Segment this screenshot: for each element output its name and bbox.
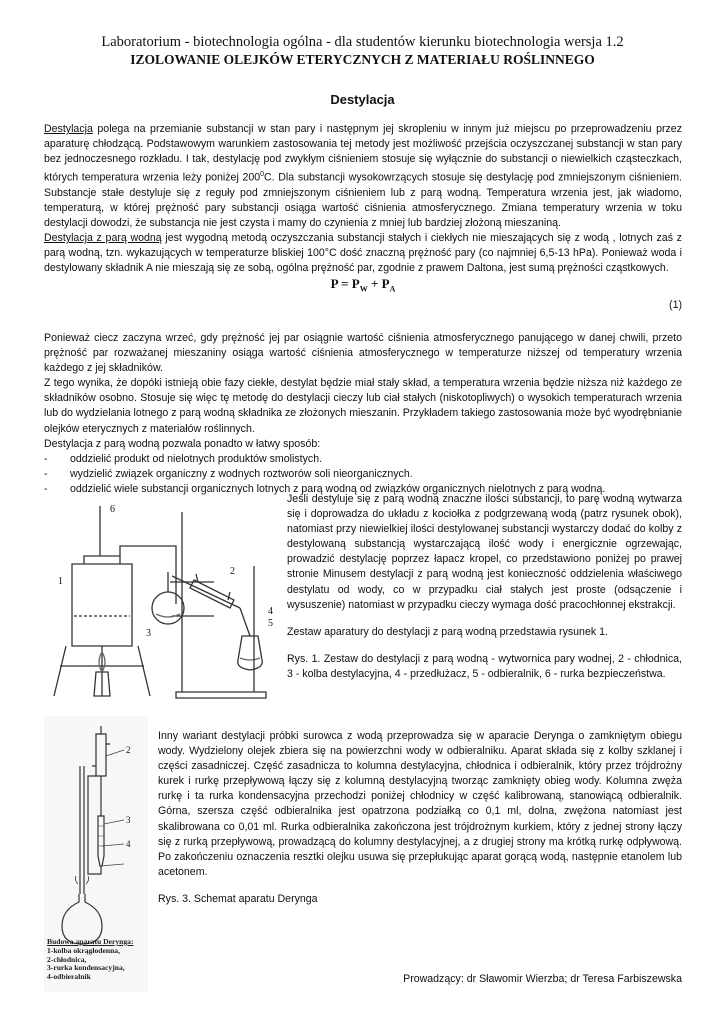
paragraph-5: Destylacja z parą wodną pozwala ponadto w łatwy sposób: bbox=[44, 437, 321, 450]
list-item: - wydzielić związek organiczny z wodnych roztworów soli nieorganicznych. bbox=[44, 467, 682, 482]
dalton-formula: $P = P_W + P_A$ bbox=[330, 276, 396, 295]
paragraph-4: Z tego wynika, że dopóki istnieją obie fazy ciekłe, destylat będzie miał stały skład, a temperatura wrzenia będzie niższa niż każdego ze składników osobno. Stosuje się więc tę metodę do destylacji cieczy lub ciał stałych (niskotopliwych) o wysokich temperaturach wrzenia lub do wydzielania lotnego z parą wodną składnika ze złożonych mieszanin. Przykładem takiego zastosowania może być wyodrębnianie olejków eterycznych z materiałów roślinnych. bbox=[44, 377, 682, 435]
steam-generator-body bbox=[72, 564, 132, 646]
term-destylacja: Destylacja bbox=[44, 123, 93, 135]
right-paragraph-1: Jeśli destyluje się z parą wodną znaczne ilości substancji, to parę wodną wytwarza się i doprowadza do układu z kociołka z podgrzewaną wodą (patrz rysunek obok), natomiast przy niewielkiej ilości destylowanej substancji wystarczy dodać do kolby z destylowaną substancją wystarczającą ilość wody i energicznie ogrzewając, prowadzić destylację poprzez łapacz kropel, co przedstawiono poniżej po prawej stronie Minusem destylacji z parą wodną jest konieczność oddzielenia właściwego destylatu od wody, co w przypadku ciał stałych jest proste (odsączenie i wysuszenie) natomiast w przypadku cieczy wymaga dość pracochłonnej ekstrakcji. bbox=[287, 493, 682, 611]
list-item: - oddzielić produkt od nielotnych produktów smolistych. bbox=[44, 452, 682, 467]
legend-item: 1-kolba okrągłodenna, bbox=[47, 945, 121, 955]
deryng-figure bbox=[44, 716, 148, 992]
fig1-label-4: 4 bbox=[268, 606, 273, 617]
intro-block bbox=[44, 122, 682, 312]
deryng-legend bbox=[47, 938, 147, 982]
distillation-column bbox=[80, 766, 84, 894]
deryng-apparatus-drawing bbox=[44, 716, 148, 956]
header-line-1: Laboratorium - biotechnologia ogólna - dla studentów kierunku biotechnologia wersja 1.2 bbox=[101, 34, 624, 50]
document-header bbox=[0, 34, 725, 68]
adapter bbox=[240, 608, 250, 636]
equation-number: (1) bbox=[669, 299, 682, 312]
right-column-text bbox=[287, 492, 682, 682]
uses-list bbox=[44, 452, 682, 497]
para1-text: polega na przemianie substancji w stan pary i następnym jej skropleniu w innym już miejscu po przeprowadzeniu przez aparaturę chłodzącą. Podstawowym warunkiem zastosowania tej metody jest możliwość przejścia oczyszczanej substancji w stan pary bez jednoczesnego rozkładu. I tak, destylację pod zwykłym ciśnieniem stosuje się wyłącznie do substancji o niewielkich cząsteczkach, których temperatura wrzenia leży poniżej 200 bbox=[44, 123, 682, 184]
section-title: Destylacja bbox=[330, 92, 395, 107]
deryng-paragraph: Inny wariant destylacji próbki surowca z wodą przeprowadza się w aparacie Derynga o zamkniętym obiegu wody. Wydzielony olejek zbiera się na powierzchni wody w odbieralniku. Aparat składa się z kolby szklanej i części zasadniczej. Część zasadnicza to kolumna destylacyjna, chłodnica i odbieralnik, który przez trójdrożny kurek i rurkę przepływową łączy się z kolumną destylacyjną tworząc zamknięty obieg wody. Kolumna zwęża rurkę i ta rurka kondensacyjna przechodzi poniżej chłodnicy w część kalibrowaną, stanowiącą odbieralnik. Górna, szersza część odbieralnika jest opatrzona podziałką co 0,1 ml, dolna, zwężona natomiast jest skalibrowana co 0,01 ml. Rurka odbieralnika zakończona jest trójdrożnym kurkiem, który z jednej strony łączy się z rurką przepływową, prowadzącą do kolumny destylacyjnej, a z drugiej strony ma krótką rurkę odpływową. Po zakończeniu oznaczenia resztki olejku usuwa się przepłukując aparat gorącą wodą, następnie etanolem lub acetonem. bbox=[158, 730, 682, 878]
legend-item: 4-odbieralnik bbox=[47, 972, 91, 982]
distillation-flask bbox=[152, 592, 184, 624]
fig1-label-3: 3 bbox=[146, 628, 151, 639]
degree-mark: 0 bbox=[260, 171, 265, 179]
list-item: - oddzielić wiele substancji organicznych lotnych z parą wodną od związków organicznych nielotnych z parą wodną. bbox=[44, 482, 682, 497]
legend-item: 2-chłodnica, bbox=[47, 954, 87, 964]
deryng-receiver bbox=[98, 816, 104, 866]
para2-text: jest wygodną metodą oczyszczania substancji stałych i ciekłych nie mieszających się z wodą , lotnych zaś z parą wodną, tzn. wykazujących w temperaturze bliskiej 100°C dość znaczną prężność pary (co najmniej 6,5-13 hPa). Ponieważ woda i destylowany składnik A nie mieszają się ze sobą, ogólna prężność par, zgodnie z prawem Daltona, jest sumą prężności cząstkowych. bbox=[44, 232, 682, 275]
header-line-2: IZOLOWANIE OLEJKÓW ETERYCZNYCH Z MATERIAŁU ROŚLINNEGO bbox=[130, 52, 595, 67]
fig1-label-2: 2 bbox=[230, 566, 235, 577]
fig1-label-6: 6 bbox=[110, 504, 115, 515]
para1-text-after: C. Dla substancji wysokowrzących stosuje się destylację pod zmniejszonym ciśnieniem. Substancje stałe destyluje się z reguły pod zmniejszonym ciśnieniem lub z parą wodną. Temperatura wrzenia jest, jak wiadomo, temperaturą, w której prężność pary substancji osiąga wartość ciśnienia atmosferycznego. Zmiana temperatury wrzenia w toku destylacji dowodzi, że substancja nie jest czysta i mamy do czynienia z mniej lub bardziej złożoną mieszaniną. bbox=[44, 171, 682, 230]
fig2-label-4: 4 bbox=[126, 839, 131, 849]
figure1-caption: Rys. 1. Zestaw do destylacji z parą wodną - wytwornica pary wodnej, 2 - chłodnica, 3 - kolba destylacyjna, 4 - przedłużacz, 5 - odbieralnik, 6 - rurka bezpieczeństwa. bbox=[287, 652, 682, 680]
receiver-flask bbox=[238, 636, 263, 670]
fig2-label-3: 3 bbox=[126, 815, 131, 825]
body-block bbox=[44, 331, 682, 497]
figure3-caption: Rys. 3. Schemat aparatu Derynga bbox=[158, 892, 318, 905]
footer-instructors: Prowadzący: dr Sławomir Wierzba; dr Teresa Farbiszewska bbox=[403, 973, 682, 985]
paragraph-3: Ponieważ ciecz zaczyna wrzeć, gdy prężność jej par osiągnie wartość ciśnienia atmosferycznego panującego w danej chwili, przeto prężność par rozważanej mieszaniny osiąga wartość ciśnienia atmosferycznego w temperaturze niższej od temperatury wrzenia każdego z jej składników. bbox=[44, 332, 682, 375]
deryng-legend-title: Budowa aparatu Derynga: bbox=[47, 937, 134, 946]
fig2-label-2: 2 bbox=[126, 745, 131, 755]
term-steam-distillation: Destylacja z parą wodną bbox=[44, 232, 162, 245]
fig1-label-1: 1 bbox=[58, 576, 63, 587]
deryng-text bbox=[158, 729, 682, 907]
right-paragraph-2: Zestaw aparatury do destylacji z parą wodną przedstawia rysunek 1. bbox=[287, 625, 608, 638]
paragraph-steam-distillation bbox=[44, 231, 682, 276]
deryng-condenser bbox=[96, 734, 106, 776]
fig1-label-5: 5 bbox=[268, 618, 273, 629]
legend-item: 3-rurka kondensacyjna, bbox=[47, 963, 125, 973]
steam-distillation-figure bbox=[44, 496, 282, 706]
condenser-jacket bbox=[190, 580, 234, 608]
paragraph-destylacja bbox=[44, 122, 682, 231]
